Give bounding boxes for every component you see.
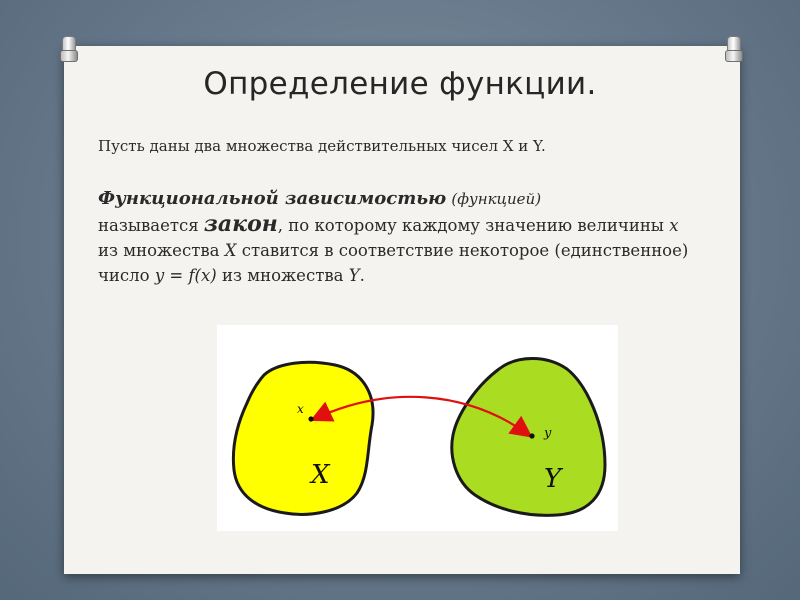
- diagram-svg: [217, 325, 618, 531]
- called-text: называется: [98, 216, 199, 235]
- slide-title: Определение функции.: [203, 66, 597, 102]
- law-word: закон: [203, 211, 278, 237]
- set-y-label: Y: [544, 464, 562, 494]
- point-y-label: y: [544, 426, 552, 441]
- set-y-blob: [452, 359, 605, 516]
- term-alt: (функцией): [451, 190, 542, 208]
- set-x-ref: X: [224, 241, 237, 260]
- rest2-text: из множества: [98, 241, 220, 260]
- function-diagram: [217, 325, 618, 531]
- rest4-text: из множества: [222, 266, 344, 285]
- formula: y = f(x): [154, 266, 217, 285]
- rest3-text: ставится в соответствие некоторое (единственное) число: [98, 241, 689, 285]
- point-x-dot: [308, 416, 313, 421]
- term: Функциональной зависимостью: [98, 188, 447, 209]
- var-x: x: [669, 216, 679, 235]
- pushpin-icon: [60, 36, 76, 62]
- end-punct: .: [359, 266, 365, 285]
- intro-text: Пусть даны два множества действительных чисел X и Y.: [98, 137, 546, 155]
- point-y-dot: [529, 433, 534, 438]
- rest1-text: , по которому каждому значению величины: [277, 216, 664, 235]
- point-x-label: x: [297, 402, 304, 416]
- definition-paragraph: [98, 186, 698, 288]
- set-y-ref: Y: [348, 266, 360, 285]
- set-x-blob: [233, 362, 373, 514]
- pushpin-icon: [725, 36, 741, 62]
- set-x-label: X: [311, 460, 330, 490]
